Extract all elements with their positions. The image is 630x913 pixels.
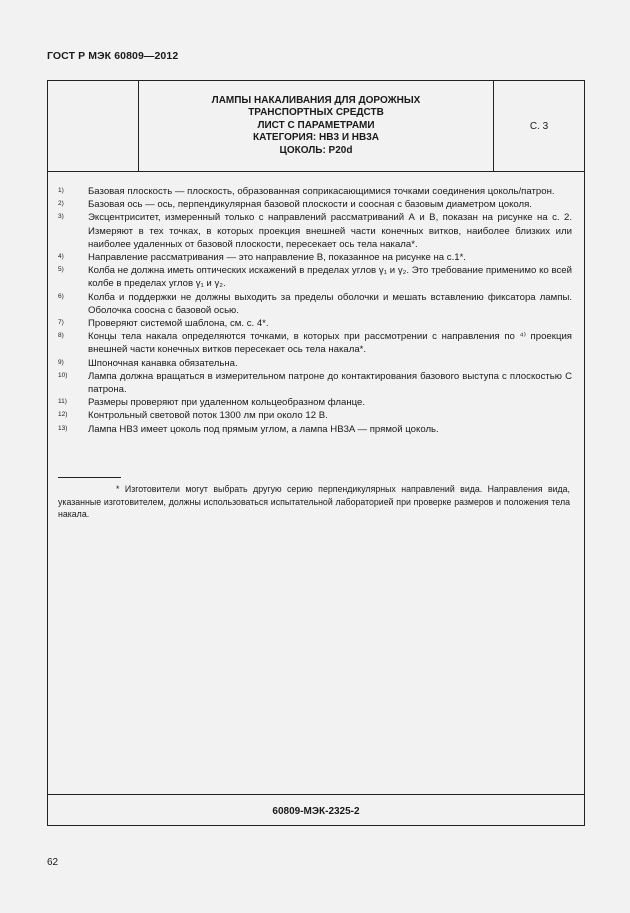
note-item <box>58 317 572 330</box>
note-text: Шпоночная канавка обязательна. <box>88 357 238 369</box>
note-item <box>58 357 572 370</box>
sheet-frame <box>47 80 585 826</box>
note-text: Размеры проверяют при удаленном кольцеобразном фланце. <box>88 397 366 409</box>
note-text: Колба и поддержки не должны выходить за пределы оболочки и мешать вставлению фиксатора лампы. Оболочка соосна с базовой осью. <box>88 291 572 316</box>
footnote: * Изготовители могут выбрать другую серию перпендикулярных направлений вида. Направления вида, указанные изготовителем, должны использоваться испытательной лабораторией при проверке размеров и положения тела накала. <box>58 484 570 520</box>
note-number: 11) <box>58 398 67 406</box>
sheet-code: 60809-МЭК-2325-2 <box>48 794 584 828</box>
note-item <box>58 198 572 211</box>
note-number: 12) <box>58 411 68 419</box>
note-number: 3) <box>58 213 64 221</box>
title-line: ЦОКОЛЬ: P20d <box>279 144 353 156</box>
note-text: Лампа HB3 имеет цоколь под прямым углом, а лампа HB3A — прямой цоколь. <box>88 423 439 435</box>
note-number: 6) <box>58 292 64 300</box>
note-item <box>58 185 572 198</box>
note-item <box>58 330 572 356</box>
note-number: 10) <box>58 371 68 379</box>
note-number: 4) <box>58 253 64 261</box>
note-number: 8) <box>58 332 64 340</box>
note-item <box>58 291 572 317</box>
note-number: 1) <box>58 187 64 194</box>
note-item <box>58 211 572 251</box>
note-text: Эксцентриситет, измеренный только с направлений рассматриваний А и В, показан на рисунке на с. 2. Измеряют в тех точках, в которых проекция внешней части конечных витков, наиболее близких или наиболее удаленных от базовой плоскости, пересекает ось тела накала*. <box>88 212 572 250</box>
sheet-ref: С. 3 <box>529 121 549 132</box>
notes-list <box>58 185 572 436</box>
note-number: 13) <box>58 424 68 432</box>
note-text: Проверяют системой шаблона, см. с. 4*. <box>88 318 269 330</box>
title-line: ТРАНСПОРТНЫХ СРЕДСТВ <box>248 107 384 119</box>
standard-id: ГОСТ Р МЭК 60809—2012 <box>47 50 179 62</box>
note-item <box>58 409 572 422</box>
title-line: КАТЕГОРИЯ: HB3 И HB3A <box>252 132 380 144</box>
sheet-header <box>48 81 584 172</box>
note-item <box>58 264 572 290</box>
note-text: Концы тела накала определяются точками, в которых при рассмотрении с направления по ⁴⁾ проекция внешней части конечных витков пересекает ось тела накала*. <box>88 331 572 356</box>
note-number: 7) <box>58 319 64 327</box>
note-item <box>58 370 572 396</box>
footnote-divider <box>58 477 121 478</box>
note-number: 5) <box>58 266 64 274</box>
title-line: ЛИСТ С ПАРАМЕТРАМИ <box>257 119 375 131</box>
note-text: Колба не должна иметь оптических искажений в пределах углов γ₁ и γ₂. Это требование применимо ко всей колбе в пределах углов γ₁ и γ₂. <box>88 265 572 290</box>
note-number: 2) <box>58 200 64 208</box>
header-blank-cell <box>48 81 139 171</box>
note-number: 9) <box>58 358 64 366</box>
page-number: 62 <box>47 857 59 868</box>
sheet-title <box>139 81 494 171</box>
note-item <box>58 396 572 409</box>
title-line: ЛАМПЫ НАКАЛИВАНИЯ ДЛЯ ДОРОЖНЫХ <box>211 95 421 106</box>
note-text: Контрольный световой поток 1300 лм при около 12 В. <box>88 410 328 422</box>
note-text: Базовая плоскость — плоскость, образованная соприкасающимися точками соединения цоколь/патрон. <box>88 186 555 197</box>
note-text: Базовая ось — ось, перпендикулярная базовой плоскости и соосная с базовым диаметром цоколя. <box>88 199 532 211</box>
note-text: Направление рассматривания — это направление В, показанное на рисунке на с.1*. <box>88 252 466 264</box>
note-text: Лампа должна вращаться в измерительном патроне до контактирования базового выступа с плоскостью С патрона. <box>88 370 572 396</box>
note-item <box>58 423 572 436</box>
note-item <box>58 251 572 264</box>
